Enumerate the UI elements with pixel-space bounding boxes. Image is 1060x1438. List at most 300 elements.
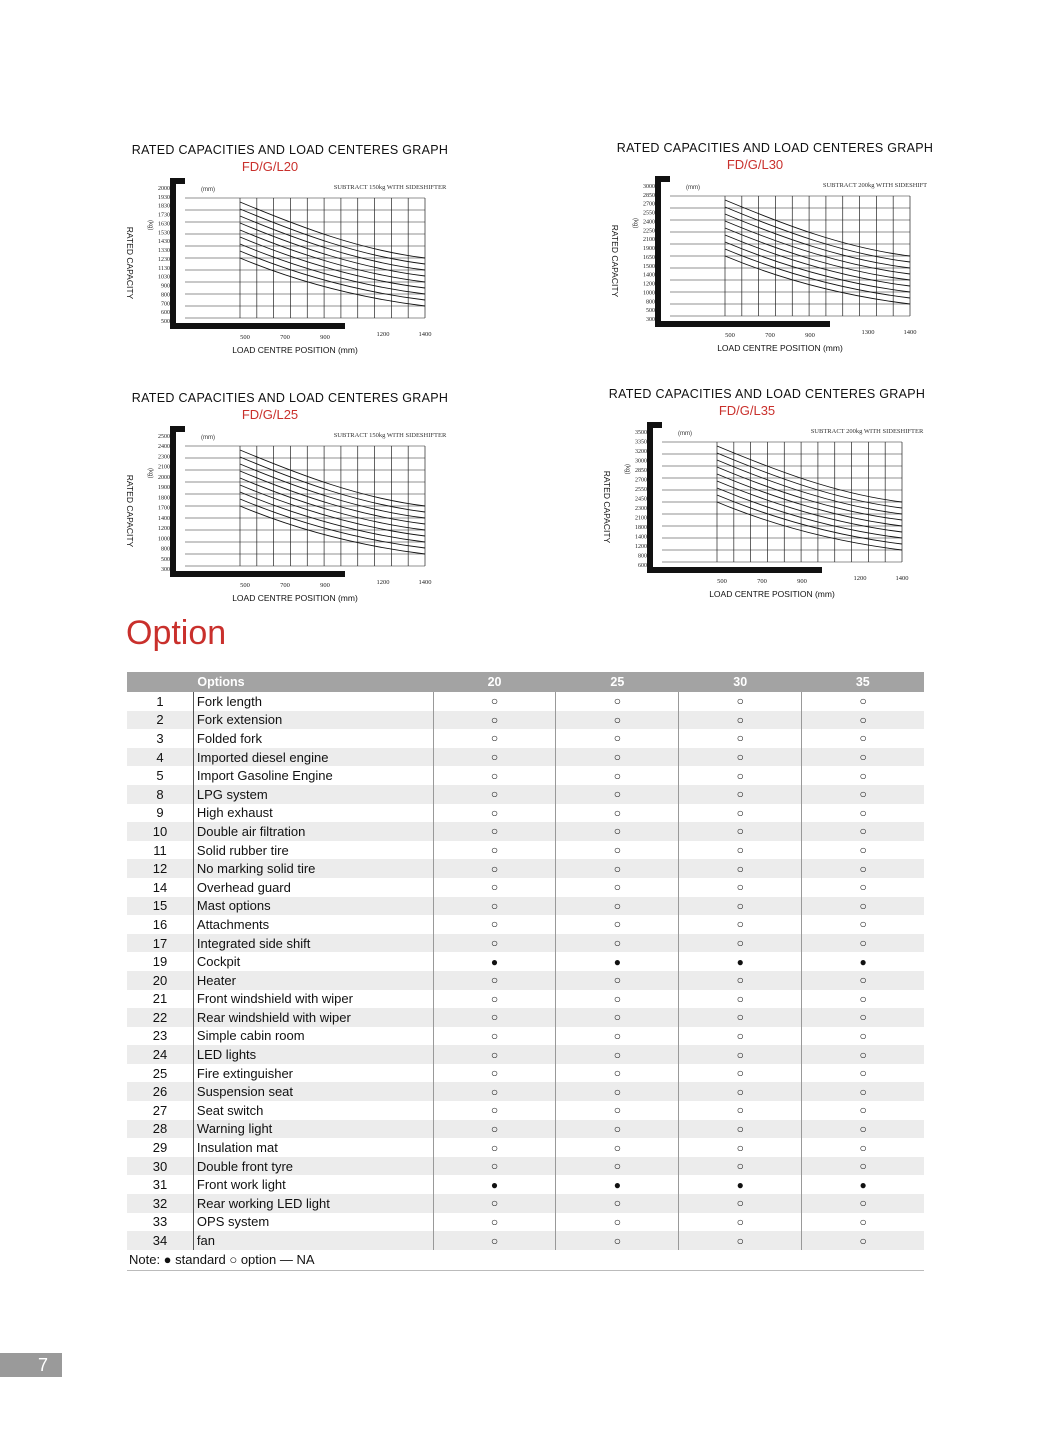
option-availability: ○ [679,804,802,823]
capacity-curve [240,209,425,264]
option-availability: ○ [802,822,924,841]
table-row [127,897,924,916]
header-25: 25 [556,672,679,692]
option-availability: ○ [679,878,802,897]
table-row [127,1120,924,1139]
option-availability: ○ [556,897,679,916]
x-tick-label: 700 [757,578,767,585]
graph-fdgl30 [600,136,940,366]
table-row [127,1027,924,1046]
y-tick-label: 1650 [643,254,655,261]
y-tick-label: 1000 [643,290,655,297]
table-row [127,915,924,934]
option-availability: ○ [433,897,556,916]
option-availability: ○ [679,915,802,934]
row-number: 10 [127,822,193,841]
table-row [127,1175,924,1194]
option-availability: ○ [802,1045,924,1064]
option-availability: ○ [679,990,802,1009]
option-availability: ○ [802,1120,924,1139]
option-availability: ● [433,1175,556,1194]
option-availability: ○ [679,1064,802,1083]
table-row [127,822,924,841]
option-name: Fork extension [193,711,433,730]
row-number: 2 [127,711,193,730]
option-availability: ○ [433,1008,556,1027]
y-tick-label: 300 [646,317,655,323]
option-name: LPG system [193,785,433,804]
y-tick-label: 2850 [635,468,647,474]
table-row [127,748,924,767]
y-tick-label: 3350 [635,439,647,446]
x-tick-label: 500 [725,332,735,339]
option-availability: ○ [679,766,802,785]
option-availability: ○ [679,748,802,767]
option-availability: ○ [433,841,556,860]
option-name: Folded fork [193,729,433,748]
y-tick-label: 3500 [635,430,647,436]
option-availability: ○ [433,711,556,730]
option-availability: ○ [433,1157,556,1176]
option-availability: ○ [802,859,924,878]
option-availability: ○ [556,934,679,953]
y-tick-label: 2400 [643,219,655,226]
option-availability: ○ [433,859,556,878]
y-tick-label: 2300 [635,506,647,512]
option-name: Solid rubber tire [193,841,433,860]
option-availability: ○ [679,971,802,990]
y-tick-label: 800 [161,546,170,553]
option-name: Integrated side shift [193,934,433,953]
header-options: Options [193,672,433,692]
graph-title: RATED CAPACITIES AND LOAD CENTERES GRAPH [616,141,934,155]
graph-note: SUBTRACT 200kg WITH SIDESHIFTER [810,428,924,435]
y-tick-label: 1230 [158,256,170,263]
row-number: 32 [127,1194,193,1213]
option-availability: ○ [679,934,802,953]
option-availability: ○ [433,1064,556,1083]
row-number: 14 [152,879,168,895]
y-tick-label: 500 [161,556,170,563]
y-tick-label: 2700 [643,201,655,208]
row-number: 12 [127,859,193,878]
option-availability: ○ [802,1231,924,1250]
option-availability: ○ [433,729,556,748]
option-name: LED lights [193,1045,433,1064]
graph-title: RATED CAPACITIES AND LOAD CENTERES GRAPH [608,387,926,401]
graph-title: RATED CAPACITIES AND LOAD CENTERES GRAPH [131,143,449,157]
option-availability: ○ [802,1101,924,1120]
option-availability: ○ [679,1194,802,1213]
option-availability: ○ [433,934,556,953]
option-availability: ○ [556,785,679,804]
option-name: Imported diesel engine [193,748,433,767]
row-number: 30 [127,1157,193,1176]
option-availability: ○ [802,1008,924,1027]
y-tick-label: 1200 [635,544,647,550]
option-availability: ○ [556,878,679,897]
option-availability: ○ [802,804,924,823]
option-availability: ○ [802,1082,924,1101]
y-tick-label: 1930 [158,194,170,201]
y-tick-label: 1200 [158,526,170,533]
table-row [127,711,924,730]
y-tick-label: 1000 [158,536,170,543]
graph-note: SUBTRACT 150kg WITH SIDESHIFTER [333,432,447,439]
row-number: 25 [152,1065,168,1081]
y-tick-label: 2100 [635,515,647,522]
option-availability: ○ [679,1027,802,1046]
option-availability: ○ [556,1194,679,1213]
graph-frame [173,181,345,326]
option-name: Rear windshield with wiper [193,1008,433,1027]
option-availability: ● [556,1175,679,1194]
y-tick-label: 2500 [158,434,170,440]
header-no [127,672,193,692]
option-name: Attachments [193,915,433,934]
option-availability: ○ [433,1101,556,1120]
x-tick-label: 700 [765,332,775,339]
option-name: High exhaust [193,804,433,823]
option-name: Cockpit [193,952,433,971]
x-tick-label: 1400 [418,331,432,338]
option-availability: ○ [679,1008,802,1027]
option-name: Import Gasoline Engine [193,766,433,785]
x-tick-label: 1400 [895,575,909,582]
option-availability: ○ [679,1120,802,1139]
option-availability: ○ [556,990,679,1009]
option-availability: ○ [556,915,679,934]
option-availability: ○ [433,766,556,785]
y-tick-label: 1900 [158,485,170,492]
y-tick-label: 1130 [158,265,170,272]
x-tick-label: 1400 [903,329,917,336]
option-availability: ○ [433,804,556,823]
x-tick-label: 900 [797,578,807,585]
option-availability: ○ [802,1157,924,1176]
option-availability: ○ [802,729,924,748]
y-tick-label: 2000 [158,474,170,481]
graph-fdgl25 [115,386,455,616]
row-number: 3 [156,730,164,746]
x-tick-label: 1200 [376,331,390,338]
header-20: 20 [433,672,556,692]
graph-ylabel: RATED CAPACITY [602,470,612,544]
y-tick-label: 1900 [643,246,655,253]
option-availability: ○ [802,878,924,897]
option-availability: ○ [679,1045,802,1064]
option-availability: ○ [433,915,556,934]
y-tick-label: 2100 [643,237,655,244]
row-number: 19 [152,954,168,970]
option-availability: ○ [556,841,679,860]
row-number: 4 [127,748,193,767]
y-tick-label: 600 [161,310,170,317]
y-tick-label: 1730 [158,212,170,219]
table-row [127,990,924,1009]
option-name: Front work light [193,1175,433,1194]
row-number: 1 [156,693,164,709]
row-number: 34 [127,1231,193,1250]
table-row [127,859,924,878]
option-name: Double front tyre [193,1157,433,1176]
x-tick-label: 900 [320,334,330,341]
option-availability: ○ [556,1027,679,1046]
graph-unit-kg: (kg) [632,218,638,229]
y-tick-label: 3000 [643,184,655,190]
option-availability: ○ [556,971,679,990]
graph-title: RATED CAPACITIES AND LOAD CENTERES GRAPH [131,391,449,405]
y-tick-label: 2300 [158,454,170,461]
y-tick-label: 1030 [158,274,170,281]
graph-fdgl35 [592,382,932,612]
row-number: 28 [127,1120,193,1139]
graph-unit-mm: (mm) [201,435,215,441]
graph-xlabel: LOAD CENTRE POSITION (mm) [232,345,358,355]
y-tick-label: 1630 [158,221,170,228]
option-availability: ○ [556,729,679,748]
option-availability: ○ [802,934,924,953]
y-tick-label: 1430 [158,239,170,246]
row-number: 33 [152,1214,168,1230]
option-availability: ○ [556,711,679,730]
option-availability: ○ [556,1008,679,1027]
row-number: 31 [152,1177,168,1193]
option-availability: ○ [679,897,802,916]
option-name: Warning light [193,1120,433,1139]
option-availability: ● [433,952,556,971]
option-availability: ○ [556,1064,679,1083]
option-name: Overhead guard [193,878,433,897]
option-availability: ○ [433,1082,556,1101]
option-availability: ○ [802,990,924,1009]
x-tick-label: 700 [280,334,290,341]
y-tick-label: 1330 [158,248,170,255]
option-availability: ○ [679,1213,802,1232]
option-availability: ○ [433,1120,556,1139]
header-30: 30 [679,672,802,692]
y-tick-label: 1530 [158,230,170,237]
option-availability: ● [802,1175,924,1194]
option-availability: ● [679,952,802,971]
graph-model: FD/G/L25 [241,407,299,422]
option-availability: ○ [433,1194,556,1213]
option-availability: ○ [802,748,924,767]
y-tick-label: 2400 [158,444,170,451]
graph-ylabel: RATED CAPACITY [125,226,135,300]
option-availability: ○ [679,822,802,841]
y-tick-label: 2100 [158,464,170,471]
graph-fdgl20 [115,138,455,368]
graph-xlabel: LOAD CENTRE POSITION (mm) [232,593,358,603]
row-number: 17 [127,934,193,953]
table-row [127,878,924,897]
option-name: Rear working LED light [193,1194,433,1213]
capacity-curve [717,453,902,508]
graph-xlabel: LOAD CENTRE POSITION (mm) [717,343,843,353]
table-row [127,1157,924,1176]
graph-note: SUBTRACT 150kg WITH SIDESHIFTER [333,184,447,191]
option-availability: ○ [556,692,679,711]
option-availability: ○ [433,1027,556,1046]
row-number: 21 [152,991,168,1007]
option-availability: ○ [679,1138,802,1157]
option-availability: ○ [679,692,802,711]
option-name: Front windshield with wiper [193,990,433,1009]
y-tick-label: 1830 [158,203,170,210]
option-availability: ○ [802,766,924,785]
row-number: 9 [156,805,164,821]
table-row [127,1101,924,1120]
y-tick-label: 2450 [635,496,647,503]
graph-note: SUBTRACT 200kg WITH SIDESHIFT [822,182,928,189]
y-tick-label: 1200 [643,281,655,288]
page-number: 7 [0,1353,62,1377]
option-availability: ○ [679,1101,802,1120]
option-availability: ○ [556,1213,679,1232]
y-tick-label: 1400 [158,515,170,522]
row-number: 15 [127,897,193,916]
option-name: Heater [193,971,433,990]
y-tick-label: 1400 [643,272,655,279]
option-availability: ○ [802,971,924,990]
option-availability: ○ [433,785,556,804]
x-tick-label: 1300 [861,329,875,336]
x-tick-label: 1200 [853,575,867,582]
option-availability: ○ [556,1120,679,1139]
option-availability: ○ [802,1064,924,1083]
option-availability: ○ [556,766,679,785]
y-tick-label: 800 [161,292,170,299]
table-row [127,692,924,711]
option-availability: ○ [679,1231,802,1250]
option-availability: ● [679,1175,802,1194]
y-tick-label: 1800 [158,495,170,502]
option-availability: ● [802,952,924,971]
option-availability: ○ [556,804,679,823]
option-availability: ○ [433,1045,556,1064]
table-row [127,1194,924,1213]
option-name: Fire extinguisher [193,1064,433,1083]
table-row [127,971,924,990]
graph-ylabel: RATED CAPACITY [125,474,135,548]
x-tick-label: 500 [717,578,727,585]
row-number: 29 [152,1140,168,1156]
option-availability: ○ [802,692,924,711]
table-row [127,1138,924,1157]
option-availability: ○ [433,1231,556,1250]
table-row [127,804,924,823]
table-row [127,841,924,860]
option-availability: ○ [433,822,556,841]
capacity-curve [725,207,910,262]
option-name: Suspension seat [193,1082,433,1101]
option-availability: ○ [556,1082,679,1101]
y-tick-label: 1800 [635,525,647,531]
option-availability: ○ [802,711,924,730]
row-number: 22 [127,1008,193,1027]
option-availability: ○ [556,1231,679,1250]
option-availability: ○ [556,822,679,841]
option-availability: ○ [802,897,924,916]
y-tick-label: 2700 [635,477,647,484]
option-availability: ○ [433,1138,556,1157]
row-number: 23 [152,1028,168,1044]
table-header-row [127,672,924,692]
graph-unit-mm: (mm) [201,187,215,193]
option-availability: ○ [802,915,924,934]
option-availability: ○ [679,785,802,804]
y-tick-label: 3200 [635,449,647,455]
option-availability: ○ [679,1082,802,1101]
table-row [127,1213,924,1232]
option-availability: ○ [679,1157,802,1176]
graph-xlabel: LOAD CENTRE POSITION (mm) [709,589,835,599]
graph-unit-mm: (mm) [686,185,700,191]
option-name: fan [193,1231,433,1250]
graph-frame [658,179,830,324]
y-tick-label: 600 [638,563,647,569]
option-availability: ○ [433,971,556,990]
option-availability: ○ [556,859,679,878]
table-row [127,1231,924,1250]
y-tick-label: 1400 [635,534,647,541]
x-tick-label: 700 [280,582,290,589]
table-row [127,785,924,804]
row-number: 11 [153,842,167,858]
y-tick-label: 3000 [635,458,647,465]
option-name: Fork length [193,692,433,711]
option-name: Simple cabin room [193,1027,433,1046]
graph-unit-mm: (mm) [678,431,692,437]
option-name: OPS system [193,1213,433,1232]
table-row [127,1082,924,1101]
option-availability: ○ [802,1027,924,1046]
table-row [127,766,924,785]
graph-unit-kg: (kg) [624,464,630,475]
table-row [127,1064,924,1083]
option-availability: ○ [556,1138,679,1157]
option-availability: ○ [802,1213,924,1232]
x-tick-label: 1200 [376,579,390,586]
legend-note: Note: ● standard ○ option — NA [127,1250,924,1271]
option-availability: ○ [433,1213,556,1232]
header-35: 35 [802,672,924,692]
option-name: Double air filtration [193,822,433,841]
options-table [127,672,924,1271]
y-tick-label: 2850 [643,192,655,199]
graph-frame [650,425,822,570]
x-tick-label: 900 [320,582,330,589]
legend-row [127,1250,924,1271]
y-tick-label: 700 [161,301,170,308]
y-tick-label: 800 [646,299,655,306]
y-tick-label: 500 [646,308,655,315]
row-number: 16 [152,916,168,932]
y-tick-label: 800 [638,553,647,560]
option-name: Mast options [193,897,433,916]
option-availability: ○ [802,1138,924,1157]
option-availability: ○ [433,990,556,1009]
option-availability: ○ [679,859,802,878]
x-tick-label: 1400 [418,579,432,586]
option-availability: ○ [433,748,556,767]
x-tick-label: 900 [805,332,815,339]
row-number: 8 [127,785,193,804]
table-row [127,729,924,748]
row-number: 5 [156,768,164,784]
graph-model: FD/G/L30 [726,157,784,172]
